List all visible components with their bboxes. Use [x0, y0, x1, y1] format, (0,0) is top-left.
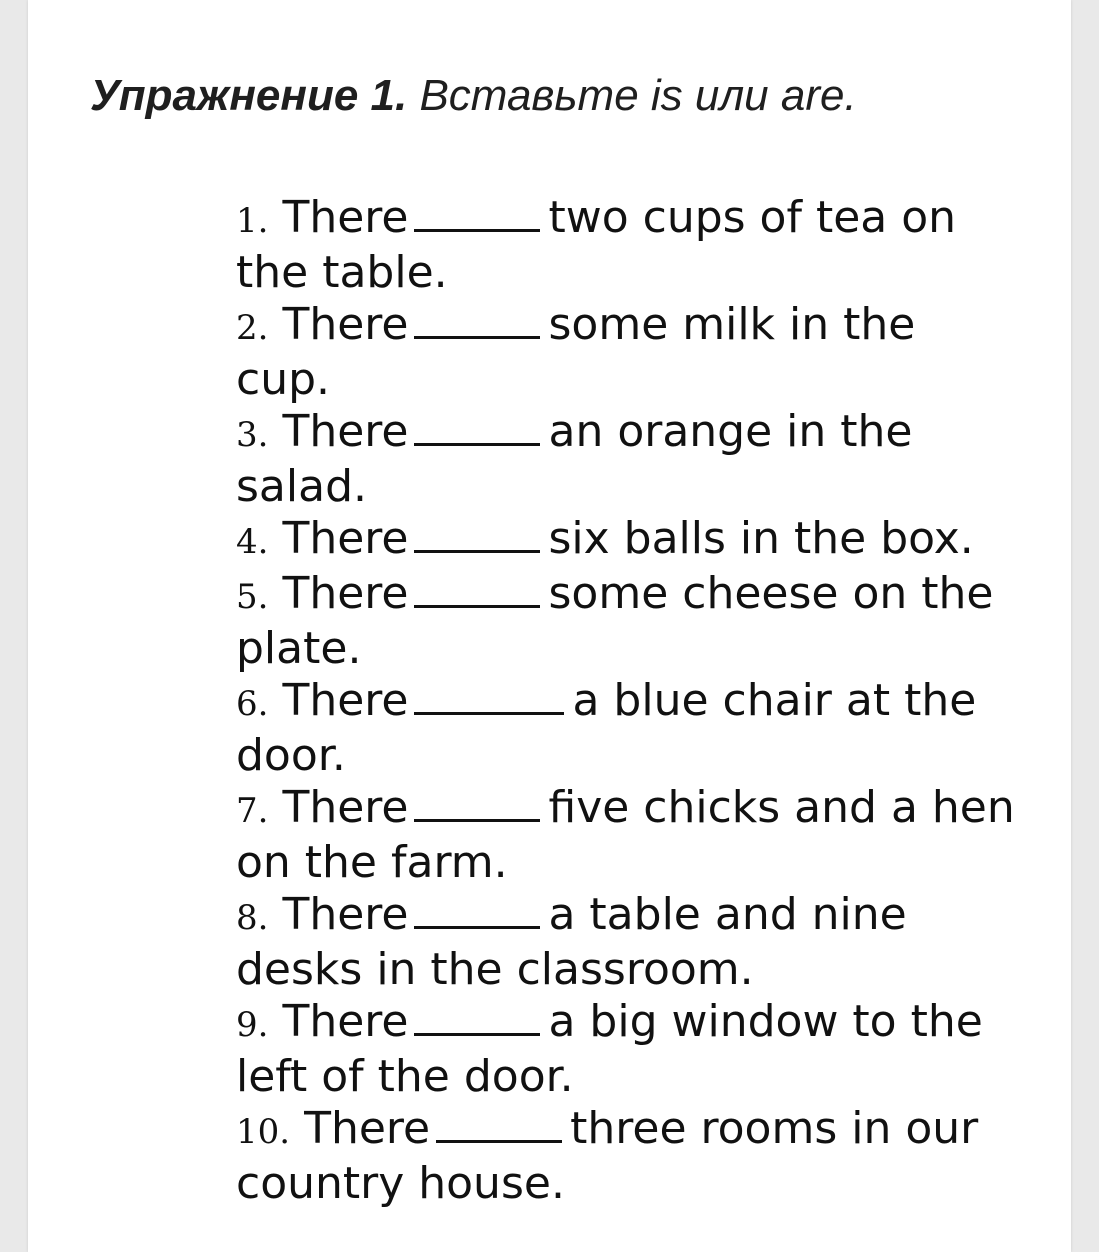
item-end-text: a blue chair at the door.: [236, 675, 977, 781]
item-number: 2.: [236, 308, 269, 348]
exercise-item-8: [236, 889, 1016, 996]
item-end-text: some milk in the cup.: [236, 299, 916, 405]
answer-blank[interactable]: [414, 193, 540, 232]
item-number: 5.: [236, 577, 269, 617]
item-end-text: a big window to the left of the door.: [236, 996, 983, 1102]
item-end-text: six balls in the box.: [548, 513, 974, 564]
item-start-text: There: [282, 299, 409, 350]
item-start-text: There: [282, 889, 409, 940]
item-number: 8.: [236, 898, 269, 938]
item-start-text: There: [282, 406, 409, 457]
item-start-text: There: [282, 568, 409, 619]
item-start-text: There: [282, 996, 409, 1047]
answer-blank[interactable]: [414, 890, 540, 929]
exercise-item-4: [236, 513, 1016, 568]
answer-blank[interactable]: [414, 783, 540, 822]
exercise-item-9: [236, 996, 1016, 1103]
item-start-text: There: [282, 513, 409, 564]
exercise-number: Упражнение 1.: [90, 71, 408, 120]
answer-blank[interactable]: [436, 1104, 562, 1143]
exercise-item-6: [236, 675, 1016, 782]
item-start-text: There: [282, 192, 409, 243]
item-number: 4.: [236, 522, 269, 562]
exercise-instruction: Вставьте is или are.: [419, 71, 857, 120]
exercise-item-2: [236, 299, 1016, 406]
exercise-list: [236, 192, 1016, 1210]
exercise-item-1: [236, 192, 1016, 299]
answer-blank[interactable]: [414, 407, 540, 446]
item-end-text: a table and nine desks in the classroom.: [236, 889, 907, 995]
item-number: 9.: [236, 1005, 269, 1045]
item-end-text: two cups of tea on the table.: [236, 192, 957, 298]
answer-blank[interactable]: [414, 997, 540, 1036]
item-end-text: three rooms in our country house.: [236, 1103, 979, 1209]
answer-blank[interactable]: [414, 514, 540, 553]
item-end-text: five chicks and a hen on the farm.: [236, 782, 1015, 888]
exercise-item-10: [236, 1103, 1016, 1210]
item-start-text: There: [304, 1103, 431, 1154]
answer-blank[interactable]: [414, 300, 540, 339]
exercise-item-7: [236, 782, 1016, 889]
item-number: 6.: [236, 684, 269, 724]
exercise-item-5: [236, 568, 1016, 675]
item-number: 7.: [236, 791, 269, 831]
item-number: 10.: [236, 1112, 291, 1152]
exercise-item-3: [236, 406, 1016, 513]
item-start-text: There: [282, 675, 409, 726]
answer-blank[interactable]: [414, 569, 540, 608]
item-end-text: some cheese on the plate.: [236, 568, 994, 674]
answer-blank[interactable]: [414, 676, 564, 715]
item-end-text: an orange in the salad.: [236, 406, 913, 512]
exercise-title: [90, 70, 857, 123]
worksheet-page: [28, 0, 1071, 1252]
item-number: 3.: [236, 415, 269, 455]
item-number: 1.: [236, 201, 269, 241]
item-start-text: There: [282, 782, 409, 833]
